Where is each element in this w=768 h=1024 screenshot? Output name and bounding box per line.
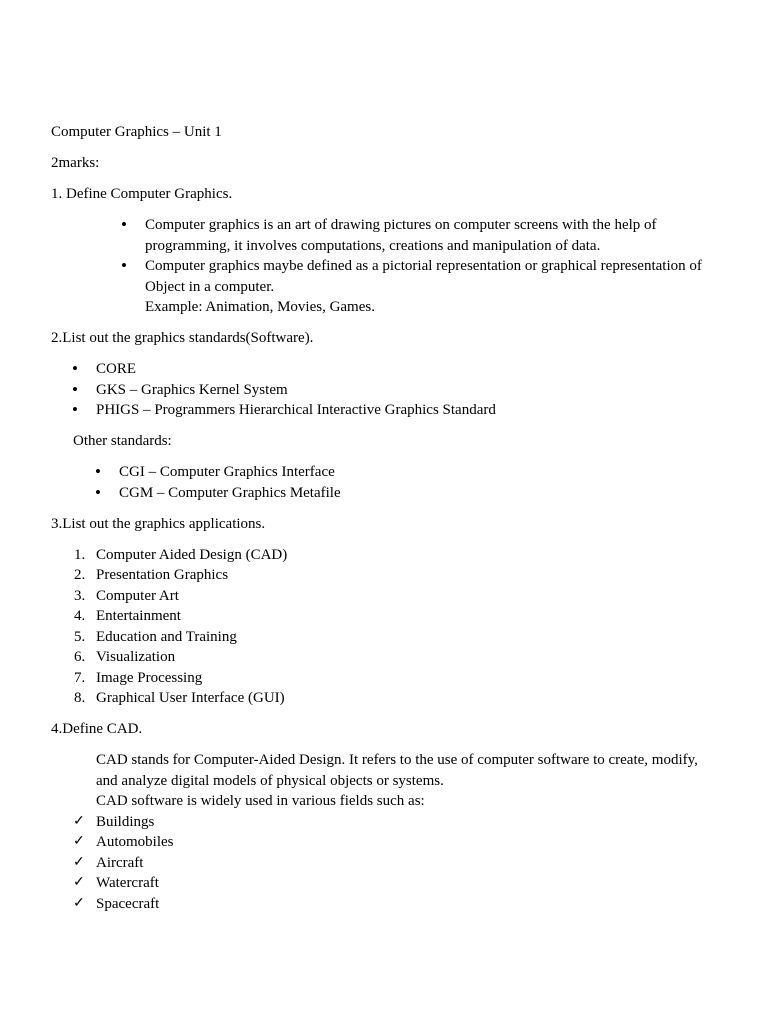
- document-page: [51, 122, 711, 925]
- list-item-text: PHIGS – Programmers Hierarchical Interactive Graphics Standard: [96, 402, 496, 418]
- list-item: [73, 812, 711, 833]
- list-number: 6.: [74, 649, 86, 665]
- list-item-text: CGI – Computer Graphics Interface: [119, 464, 335, 480]
- checkmark-icon: ✓: [73, 854, 85, 870]
- list-item: [72, 400, 711, 421]
- question-3-heading: 3.List out the graphics applications.: [51, 515, 266, 532]
- list-item-text: Graphical User Interface (GUI): [96, 690, 285, 706]
- list-item: [74, 688, 711, 709]
- cad-definition: CAD stands for Computer-Aided Design. It refers to the use of computer software to create, modify, and analyze digital models of physical objects or systems.: [96, 752, 698, 789]
- question-2-heading: 2.List out the graphics standards(Software).: [51, 330, 314, 346]
- list-item-text: Entertainment: [96, 608, 181, 624]
- checkmark-icon: ✓: [73, 895, 85, 911]
- list-item: [74, 586, 711, 607]
- document-title: Computer Graphics – Unit 1: [51, 124, 222, 140]
- bullet-icon: •: [72, 359, 78, 378]
- list-item: [74, 627, 711, 648]
- applications-numbered-list: [74, 545, 711, 709]
- cad-fields-intro: CAD software is widely used in various fields such as:: [96, 793, 425, 809]
- checkmark-icon: ✓: [73, 834, 85, 849]
- question-4-heading: 4.Define CAD.: [51, 721, 143, 737]
- list-item: [73, 894, 711, 915]
- other-standards-label: Other standards:: [73, 433, 172, 449]
- question-1-heading: 1. Define Computer Graphics.: [51, 186, 233, 202]
- bullet-icon: •: [72, 400, 78, 419]
- list-item: [74, 545, 711, 566]
- list-item: [73, 832, 711, 853]
- standards-bullet-list: [72, 359, 711, 421]
- list-item-text: Computer Aided Design (CAD): [96, 546, 288, 563]
- list-number: 5.: [74, 628, 86, 645]
- list-item: [74, 606, 711, 627]
- list-number: 2.: [74, 567, 86, 583]
- list-item: [73, 853, 711, 874]
- checkmark-icon: ✓: [73, 875, 85, 890]
- list-item-text: Computer Art: [96, 587, 179, 604]
- example-text: Example: Animation, Movies, Games.: [145, 299, 375, 315]
- cad-fields-checklist: [73, 812, 711, 915]
- list-item: [121, 215, 711, 256]
- bullet-icon: •: [95, 482, 101, 502]
- list-number: 1.: [74, 546, 86, 563]
- list-item-text: CORE: [96, 361, 137, 377]
- question-1-bullet-list: [121, 215, 711, 318]
- list-item-text: Presentation Graphics: [96, 567, 229, 583]
- list-number: 3.: [74, 587, 86, 604]
- list-item-text: Computer graphics maybe defined as a pictorial representation or graphical representation of Object in a computer.: [145, 258, 702, 295]
- list-number: 4.: [74, 608, 86, 624]
- list-item: [95, 462, 711, 483]
- list-item: [72, 379, 711, 401]
- list-item-text: Watercraft: [96, 875, 159, 891]
- bullet-icon: •: [72, 379, 78, 399]
- list-item: [121, 256, 711, 318]
- list-item-text: CGM – Computer Graphics Metafile: [119, 484, 341, 501]
- list-item: [95, 482, 711, 504]
- list-item-text: Spacecraft: [96, 895, 160, 912]
- list-item: [72, 359, 711, 380]
- bullet-icon: •: [95, 462, 101, 481]
- list-item-text: GKS – Graphics Kernel System: [96, 381, 288, 398]
- list-item: [74, 565, 711, 586]
- list-item: [74, 647, 711, 668]
- list-item-text: Automobiles: [96, 834, 174, 850]
- list-item: [73, 873, 711, 894]
- section-label: 2marks:: [51, 155, 100, 171]
- bullet-icon: •: [121, 215, 127, 234]
- list-item-text: Image Processing: [96, 669, 203, 686]
- list-item-text: Computer graphics is an art of drawing pictures on computer screens with the help of programming, it involves computations, creations and manipulation of data.: [145, 217, 657, 254]
- other-standards-bullet-list: [95, 462, 711, 503]
- list-item-text: Education and Training: [96, 628, 237, 645]
- list-item-text: Aircraft: [96, 854, 144, 871]
- list-item-text: Buildings: [96, 813, 155, 830]
- list-number: 7.: [74, 669, 86, 686]
- checkmark-icon: ✓: [73, 813, 85, 829]
- list-item-text: Visualization: [96, 649, 176, 665]
- list-number: 8.: [74, 690, 86, 706]
- bullet-icon: •: [121, 256, 127, 275]
- list-item: [74, 668, 711, 689]
